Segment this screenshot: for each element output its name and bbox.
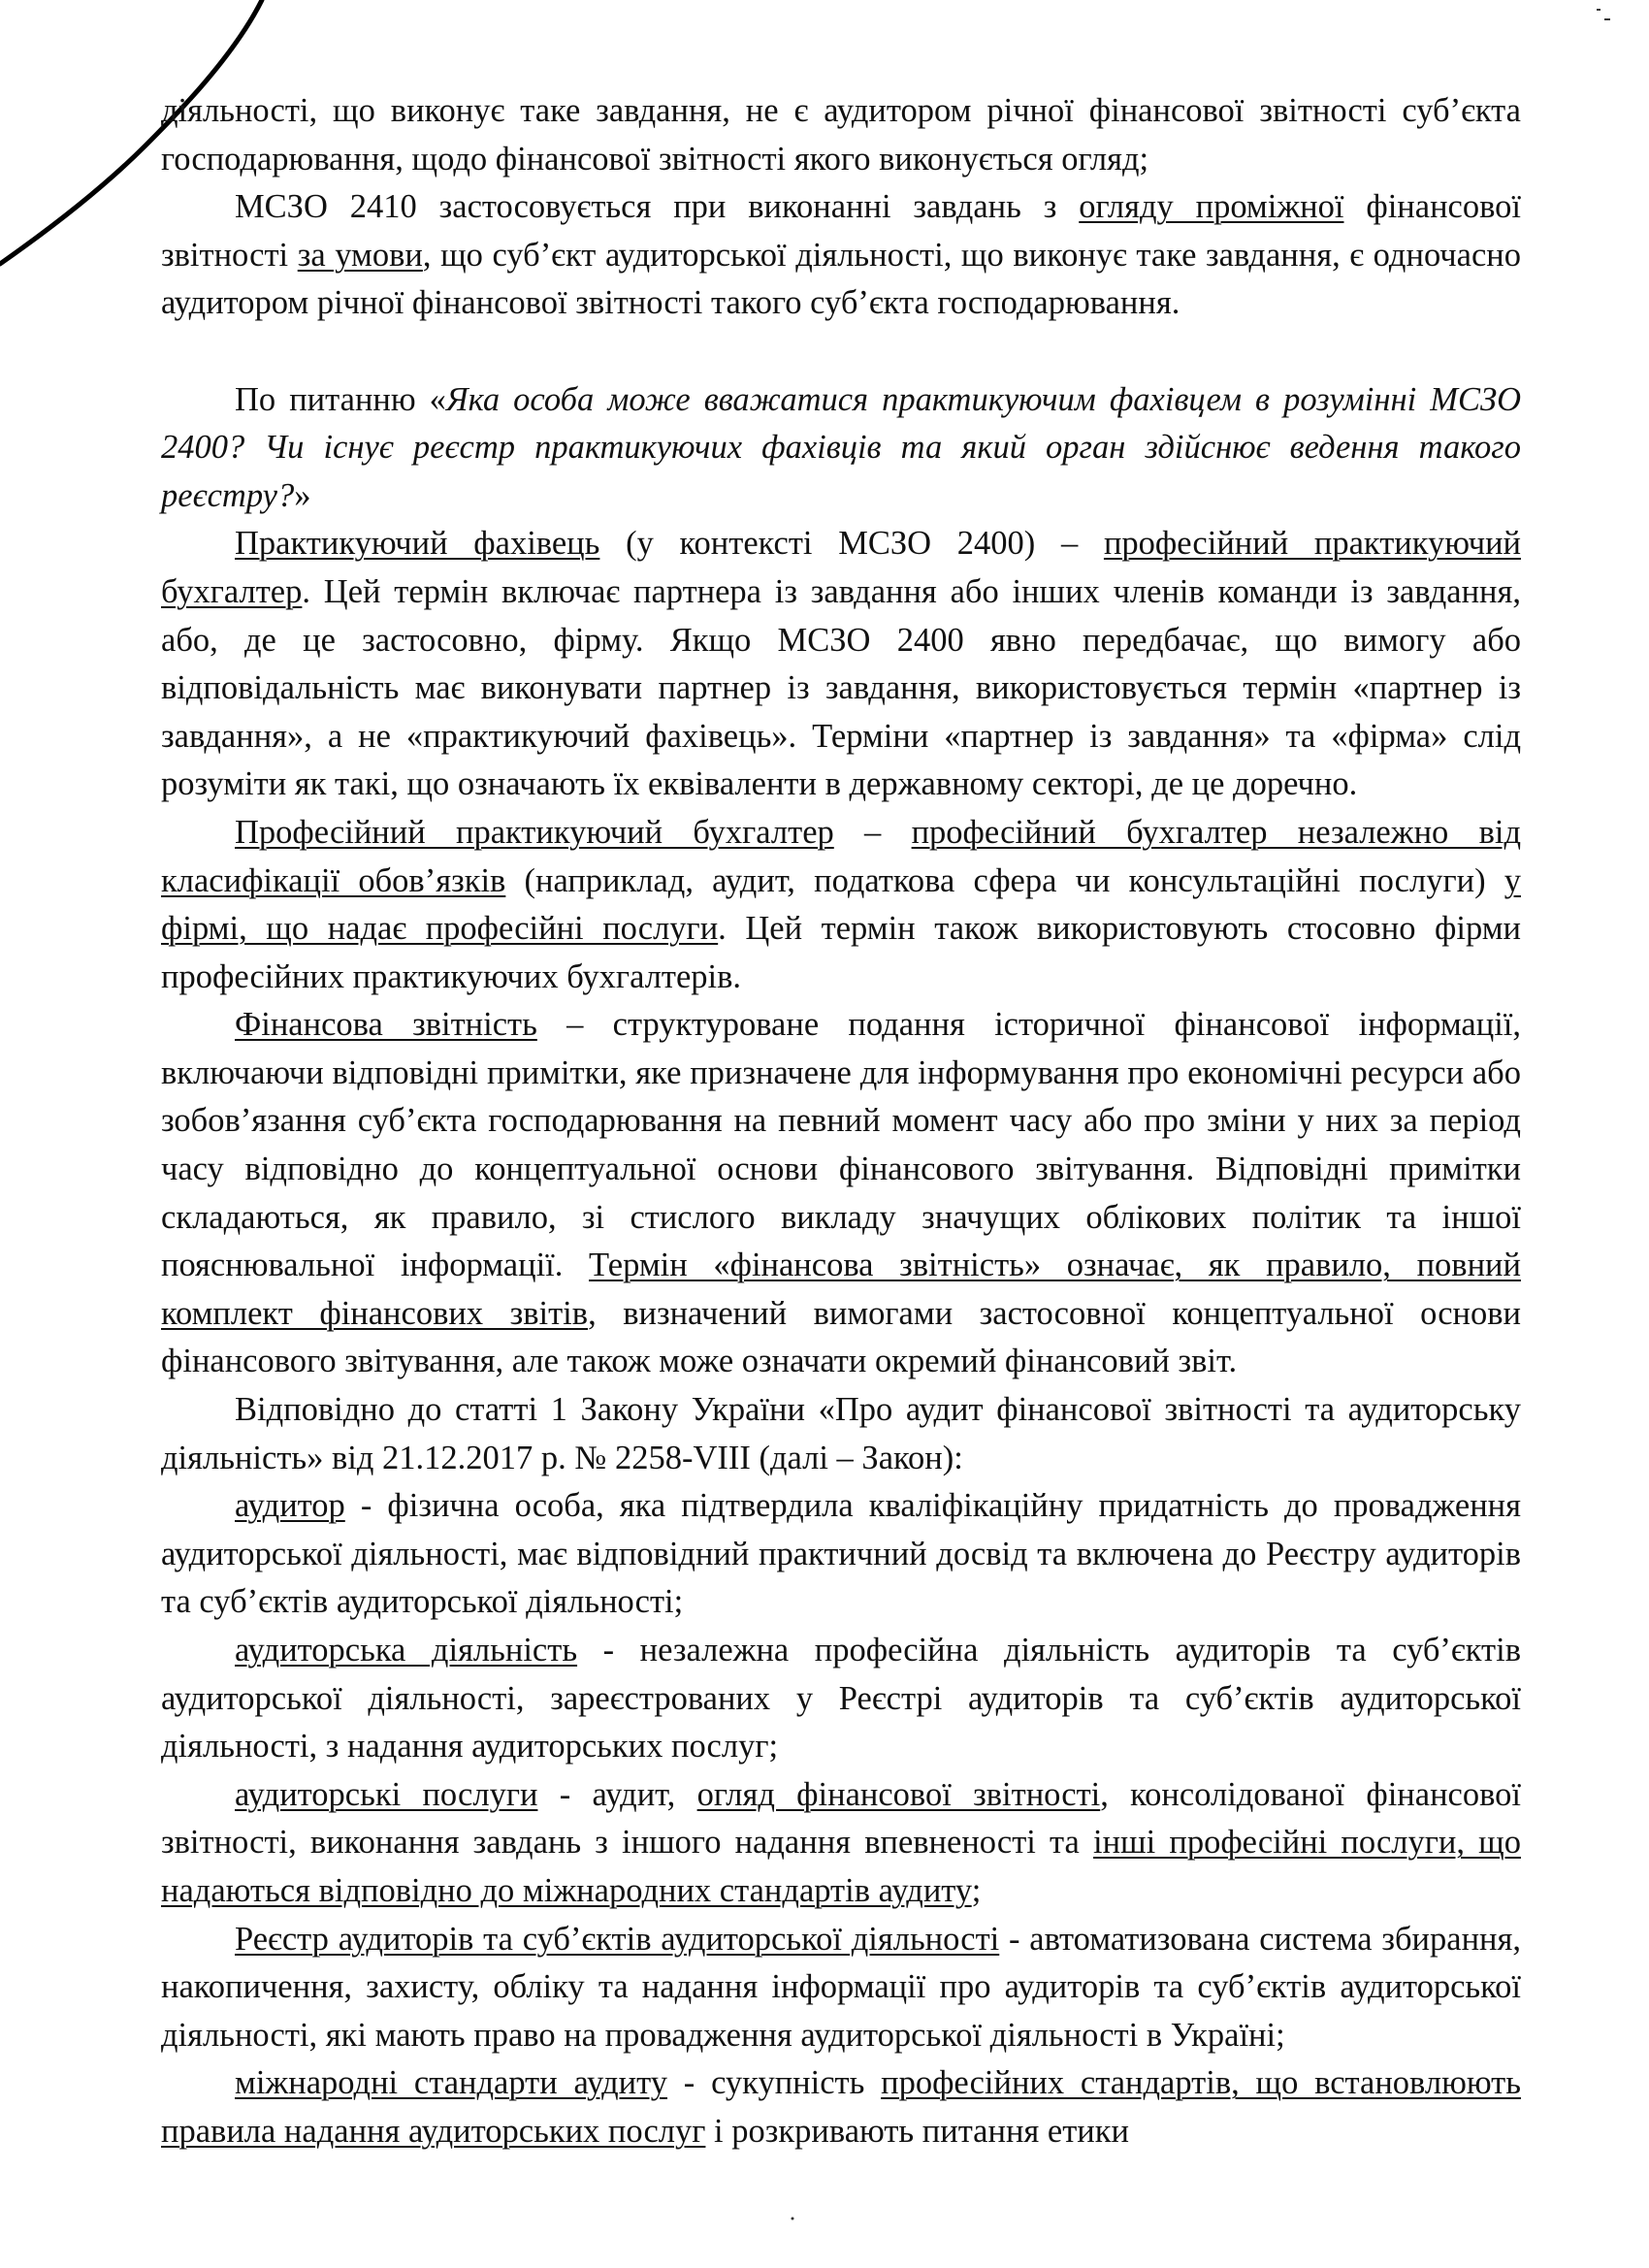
underlined-text: інші професійні послуги, що надаються відповідно до міжнародних стандартів аудиту (161, 1824, 1521, 1909)
underlined-text: огляд фінансової звітності (696, 1775, 1101, 1813)
underlined-text: за умови (297, 236, 423, 274)
underlined-term: аудиторська діяльність (235, 1632, 578, 1669)
underlined-text: професійних стандартів, що встановлюють правила надання аудиторських послуг (161, 2064, 1521, 2150)
question-text: Яка особа може вважатися практикуючим фахівцем в розумінні МСЗО 2400? Чи існує реєстр практикуючих фахівців та який орган здійснює ведення такого реєстру? (161, 380, 1521, 514)
underlined-term: Професійний практикуючий бухгалтер (235, 813, 834, 851)
underlined-text: у фірмі, що надає професійні послуги (161, 861, 1521, 948)
underlined-term: Реєстр аудиторів та суб’єктів аудиторської діяльності (235, 1920, 1000, 1958)
underlined-term: Фінансова звітність (235, 1006, 537, 1044)
document-body (161, 87, 1521, 2156)
paragraph: МСЗО 2410 застосовується при виконанні завдань з огляду проміжної фінансової звітності за умови, що суб’єкт аудиторської діяльності, що виконує таке завдання, є одночасно аудитором річної фінансової звітності такого суб’єкта господарювання. (161, 188, 1521, 322)
definition-audit-services: аудиторські послуги - аудит, огляд фінансової звітності, консолідованої фінансової звітності, виконання завдань з іншого надання впевненості та інші професійні послуги, що надаються відповідно до міжнародних стандартів аудиту; (161, 1775, 1521, 1909)
definition-practitioner: Практикуючий фахівець (у контексті МСЗО 2400) – професійний практикуючий бухгалтер. Цей термін включає партнера із завдання або інших членів команди із завдання, або, де це застосовно, фірму. Якщо МСЗО 2400 явно передбачає, що вимогу або відповідальність має виконувати партнер із завдання, використовується термін «партнер із завдання», а не «практикуючий фахівець». Терміни «партнер із завдання» та «фірма» слід розуміти як такі, що означають їх еквіваленти в державному секторі, де це доречно. (161, 525, 1522, 803)
law-reference: Відповідно до статті 1 Закону України «Про аудит фінансової звітності та аудиторську діяльність» від 21.12.2017 р. № 2258-VIII (далі – Закон): (161, 1391, 1521, 1476)
underlined-term: аудиторські послуги (235, 1775, 538, 1813)
underlined-term: аудитор (235, 1487, 345, 1525)
definition-isa: міжнародні стандарти аудиту - сукупність професійних стандартів, що встановлюють правила надання аудиторських послуг і розкривають питання етики (161, 2064, 1521, 2150)
underlined-text: професійний практикуючий бухгалтер (161, 525, 1522, 610)
dot-mark (788, 2214, 797, 2223)
corner-mark (1591, 6, 1630, 35)
definition-auditor: аудитор - фізична особа, яка підтвердила кваліфікаційну придатність до провадження аудиторської діяльності, має відповідний практичний досвід та включена до Реєстру аудиторів та суб’єктів аудиторської діяльності; (161, 1487, 1521, 1621)
paragraph: діяльності, що виконує таке завдання, не є аудитором річної фінансової звітності суб’єкта господарювання, щодо фінансової звітності якого виконується огляд; (161, 92, 1521, 178)
definition-professional-accountant: Професійний практикуючий бухгалтер – професійний бухгалтер незалежно від класифікації обов’язків (наприклад, аудит, податкова сфера чи консультаційні послуги) у фірмі, що надає професійні послуги. Цей термін також використовують стосовно фірми професійних практикуючих бухгалтерів. (161, 813, 1521, 995)
underlined-text: професійний бухгалтер незалежно від класифікації обов’язків (161, 813, 1521, 899)
underlined-term: міжнародні стандарти аудиту (235, 2064, 668, 2102)
question-paragraph: По питанню «Яка особа може вважатися практикуючим фахівцем в розумінні МСЗО 2400? Чи існує реєстр практикуючих фахівців та який орган здійснює ведення такого реєстру?» (161, 380, 1521, 514)
underlined-text: Термін «фінансова звітність» означає, як правило, повний комплект фінансових звітів (161, 1247, 1521, 1332)
definition-register: Реєстр аудиторів та суб’єктів аудиторської діяльності - автоматизована система збирання, накопичення, захисту, обліку та надання інформації про аудиторів та суб’єктів аудиторської діяльності, які мають право на провадження аудиторської діяльності в Україні; (161, 1920, 1521, 2054)
underlined-text: огляду проміжної (1079, 188, 1344, 226)
underlined-term: Практикуючий фахівець (235, 525, 600, 563)
definition-financial-statements: Фінансова звітність – структуроване подання історичної фінансової інформації, включаючи відповідні примітки, яке призначене для інформування про економічні ресурси або зобов’язання суб’єкта господарювання на певний момент часу або про зміни у них за період часу відповідно до концептуальної основи фінансового звітування. Відповідні примітки складаються, як правило, зі стислого викладу значущих облікових політик та іншої пояснювальної інформації. Термін «фінансова звітність» означає, як правило, повний комплект фінансових звітів, визначений вимогами застосовної концептуальної основи фінансового звітування, але також може означати окремий фінансовий звіт. (161, 1006, 1521, 1380)
definition-audit-activity: аудиторська діяльність - незалежна професійна діяльність аудиторів та суб’єктів аудиторської діяльності, зареєстрованих у Реєстрі аудиторів та суб’єктів аудиторської діяльності, з надання аудиторських послуг; (161, 1632, 1521, 1766)
